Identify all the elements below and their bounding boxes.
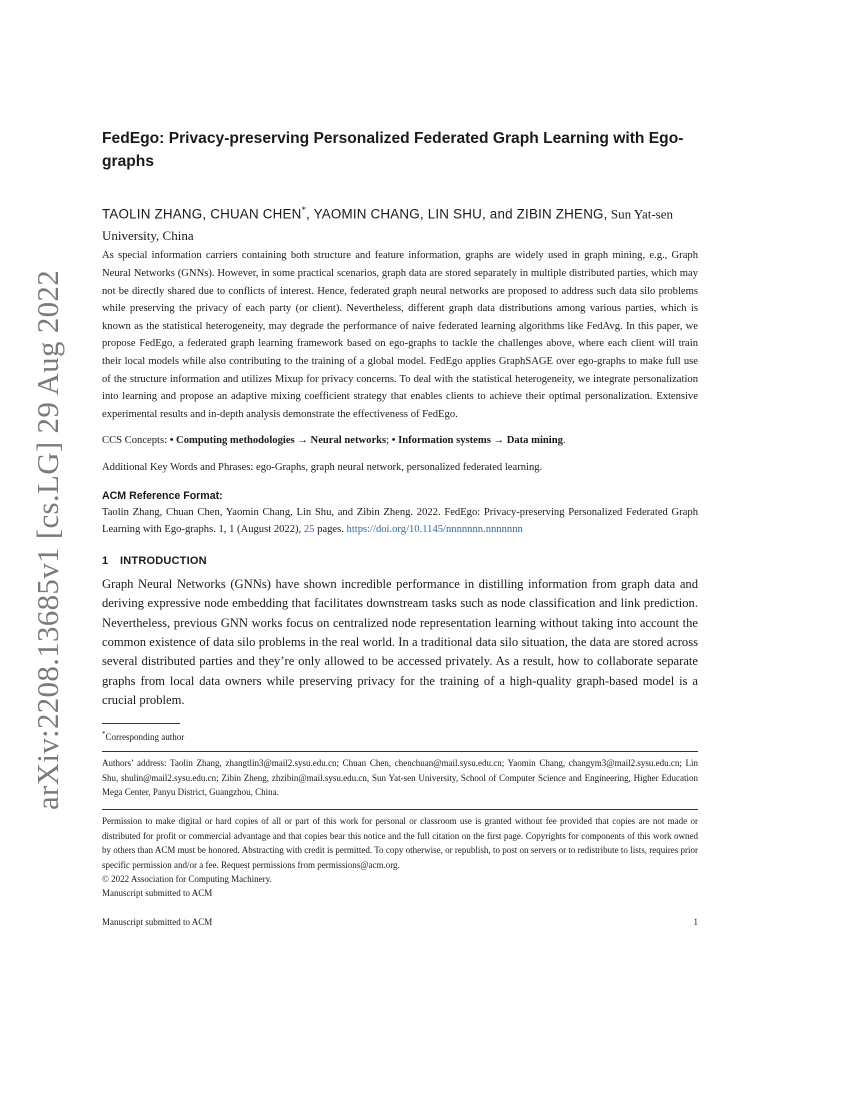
page-count-link[interactable]: 25 [303,524,315,536]
footnote-divider [102,723,180,724]
footer-manuscript-label: Manuscript submitted to ACM [102,917,213,927]
footnote [102,727,698,744]
abstract: As special information carriers containing both structure and feature information, graphs are widely used in graph mining, e.g., Graph Neural Networks (GNNs). However, in some practical scenarios, graph data are stored separately in multiple distributed parties, which may not be directly shared due to conflicts of interest. Hence, federated graph neural networks are proposed to address such data silo problems while preserving the privacy of each party (or client). Nevertheless, different graph data distributions among various parties, which is known as the statistical heterogeneity, may degrade the performance of naive federated learning algorithms like FedAvg. In this paper, we propose FedEgo, a federated graph learning framework based on ego-graphs to tackle the challenges above, where each client will train their local models while also contributing to the training of a global model. FedEgo applies GraphSAGE over ego-graphs to make full use of the structure information and utilizes Mixup for privacy concerns. To deal with the statistical heterogeneity, we integrate personalization into learning and propose an adaptive mixing coefficient strategy that enables clients to achieve their optimal personalization. Extensive experimental results and in-depth analysis demonstrate the effectiveness of FedEgo. [102,250,698,420]
ccs-end: . [562,435,566,447]
footnote-mark: * [102,730,106,739]
corresponding-author-mark: * [301,205,306,215]
section-title: INTRODUCTION [120,554,207,567]
ccs-concept-2: • Information systems → Data mining [391,435,563,447]
page-footer [102,915,698,929]
author-affiliation: Sun Yat-sen University, China [102,206,673,244]
permission-text: Permission to make digital or hard copies of all or part of this work for personal or classroom use is granted without fee provided that copies are not made or distributed for profit or commercial advantage and that copies bear this notice and the full citation on the first page. Copyrights for components of this work owned by others than ACM must be honored. Abstracting with credit is permitted. To copy otherwise, or republish, to post on servers or to redistribute to lists, requires prior specific permission and/or a fee. Request permissions from permissions@acm.org. [102,816,698,870]
keywords: Additional Key Words and Phrases: ego-Graphs, graph neural network, personalized federated learning. [102,462,543,473]
authors-address: Authors’ address: Taolin Zhang, zhangtlin3@mail2.sysu.edu.cn; Chuan Chen, chenchuan@mail.sysu.edu.cn; Yaomin Chang, changym3@mail2.sysu.edu.cn; Lin Shu, shulin@mail2.sysu.edu.cn; Zibin Zheng, zhzibin@mail.sysu.edu.cn, Sun Yat-sen University, School of Computer Science and Engineering, Higher Education Mega Center, Panyu District, Guangzhou, China. [102,758,698,798]
paper-first-page [102,127,698,901]
introduction-paragraph: Graph Neural Networks (GNNs) have shown incredible performance in distilling information from graph data and deriving expressive node embedding that facilitates downstream tasks such as node classification and link prediction. Nevertheless, previous GNN works focus on centralized node representation learning without taking into account the common existence of data silo problems in the real world. In a traditional data silo situation, the data are stored across several distributed parties and they’re only allowed to be accessed privately. As a result, how to collaborate separate graphs from local data owners while preserving privacy for the training of a high-quality graph-based model is a crucial problem. [102,576,698,708]
section-heading-introduction [102,552,698,570]
section-number: 1 [102,554,109,567]
author-list [102,199,698,247]
copyright-line: © 2022 Association for Computing Machinery. [102,874,272,885]
page-number: 1 [693,917,698,927]
ccs-separator: ; [386,435,392,447]
manuscript-note: Manuscript submitted to ACM [102,888,213,899]
pages-suffix: pages. [314,524,347,536]
footnote-text: Corresponding author [105,732,185,743]
author-names-part2: , YAOMIN CHANG, LIN SHU, and ZIBIN ZHENG, [305,206,608,222]
acm-reference-text [102,504,698,539]
paper-title: FedEgo: Privacy-preserving Personalized Federated Graph Learning with Ego-graphs [102,130,684,170]
permission-block [102,814,698,900]
acm-reference-heading: ACM Reference Format: [102,489,223,502]
ccs-concepts [102,432,698,450]
authors-address-divider [102,751,698,752]
doi-link[interactable]: https://doi.org/10.1145/nnnnnnn.nnnnnnn [346,524,523,536]
author-names-part1: TAOLIN ZHANG, CHUAN CHEN [102,206,302,222]
ccs-label: CCS Concepts: [102,435,170,447]
ccs-concept-1: • Computing methodologies → Neural networks [169,435,387,447]
permission-divider [102,809,698,810]
acm-reference-body: Taolin Zhang, Chuan Chen, Yaomin Chang, Lin Shu, and Zibin Zheng. 2022. FedEgo: Privacy-preserving Personalized Federated Graph Learning with Ego-graphs. 1, 1 (August 2022), [102,506,698,536]
arxiv-identifier-stamp: arXiv:2208.13685v1 [cs.LG] 29 Aug 2022 [30,269,65,811]
